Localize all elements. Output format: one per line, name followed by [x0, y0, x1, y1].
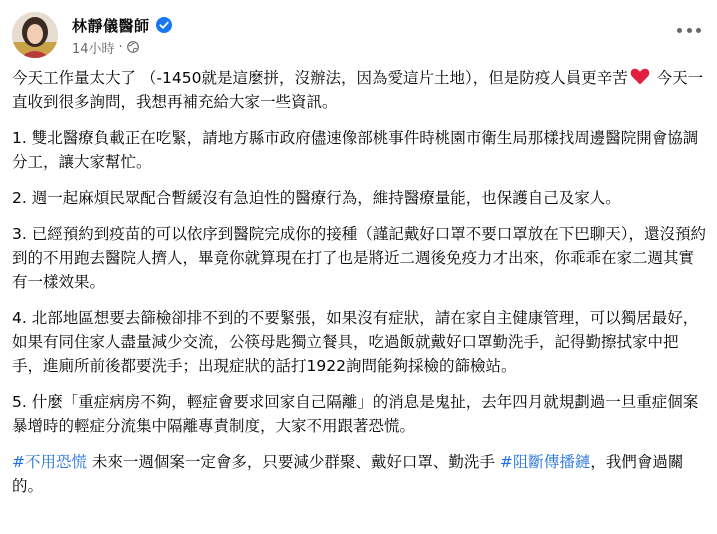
hashtag-link[interactable]: #阻斷傳播鏈 — [499, 453, 591, 471]
post-header — [12, 10, 705, 60]
list-item-3: 3. 已經預約到疫苗的可以依序到醫院完成你的接種（謹記戴好口罩不要口罩放在下巴聊天），還沒預約到的不用跑去醫院人擠人，畢竟你就算現在打了也是將近二週後免疫力才出來，你乖乖在家二週其實有一樣效果。 — [12, 225, 706, 291]
author-name[interactable]: 林靜儀醫師 — [72, 16, 150, 35]
more-options-icon[interactable] — [677, 24, 701, 36]
post-content — [12, 66, 708, 510]
globe-icon — [127, 41, 139, 53]
timestamp[interactable]: 14小時 — [72, 41, 115, 57]
list-item-2: 2. 週一起麻煩民眾配合暫緩沒有急迫性的醫療行為，維持醫療量能，也保護自己及家人。 — [12, 189, 621, 207]
avatar[interactable] — [12, 12, 58, 58]
intro-text-1: 今天工作量太大了 （-1450就是這麼拼，沒辦法，因為愛這片土地），但是防疫人員更辛苦 — [12, 69, 628, 87]
heart-emoji-icon — [630, 68, 650, 85]
hashtag-link[interactable]: #不用恐慌 — [12, 453, 87, 471]
closing-paragraph — [12, 450, 708, 498]
list-item-5: 5. 什麼「重症病房不夠，輕症會要求回家自己隔離」的消息是鬼扯，去年四月就規劃過一旦重症個案暴增時的輕症分流集中隔離專責制度，大家不用跟著恐慌。 — [12, 393, 699, 435]
post-meta — [72, 38, 139, 56]
verified-badge-icon — [156, 17, 172, 33]
intro-paragraph — [12, 66, 708, 114]
list-item-4: 4. 北部地區想要去篩檢卻排不到的不要緊張，如果沒有症狀，請在家自主健康管理，可以獨居最好，如果有同住家人盡量減少交流，公筷母匙獨立餐具，吃過飯就戴好口罩勤洗手，記得勤擦拭家中把手，進廁所前後都要洗手；出現症狀的話打1922詢問能夠採檢的篩檢站。 — [12, 309, 699, 375]
intro-text-2: 今天一直收到很多詢問，我想再補充給大家一些資訊。 — [12, 69, 704, 111]
closing-text-2: ，我們會過關的。 — [12, 453, 684, 495]
meta-separator: · — [118, 39, 123, 55]
list-item-1: 1. 雙北醫療負載正在吃緊，請地方縣市政府儘速像部桃事件時桃園市衛生局那樣找周邊醫院開會協調分工，讓大家幫忙。 — [12, 129, 699, 171]
author-line — [72, 14, 172, 36]
closing-text-1: 未來一週個案一定會多，只要減少群聚、戴好口罩、勤洗手 — [87, 453, 500, 471]
